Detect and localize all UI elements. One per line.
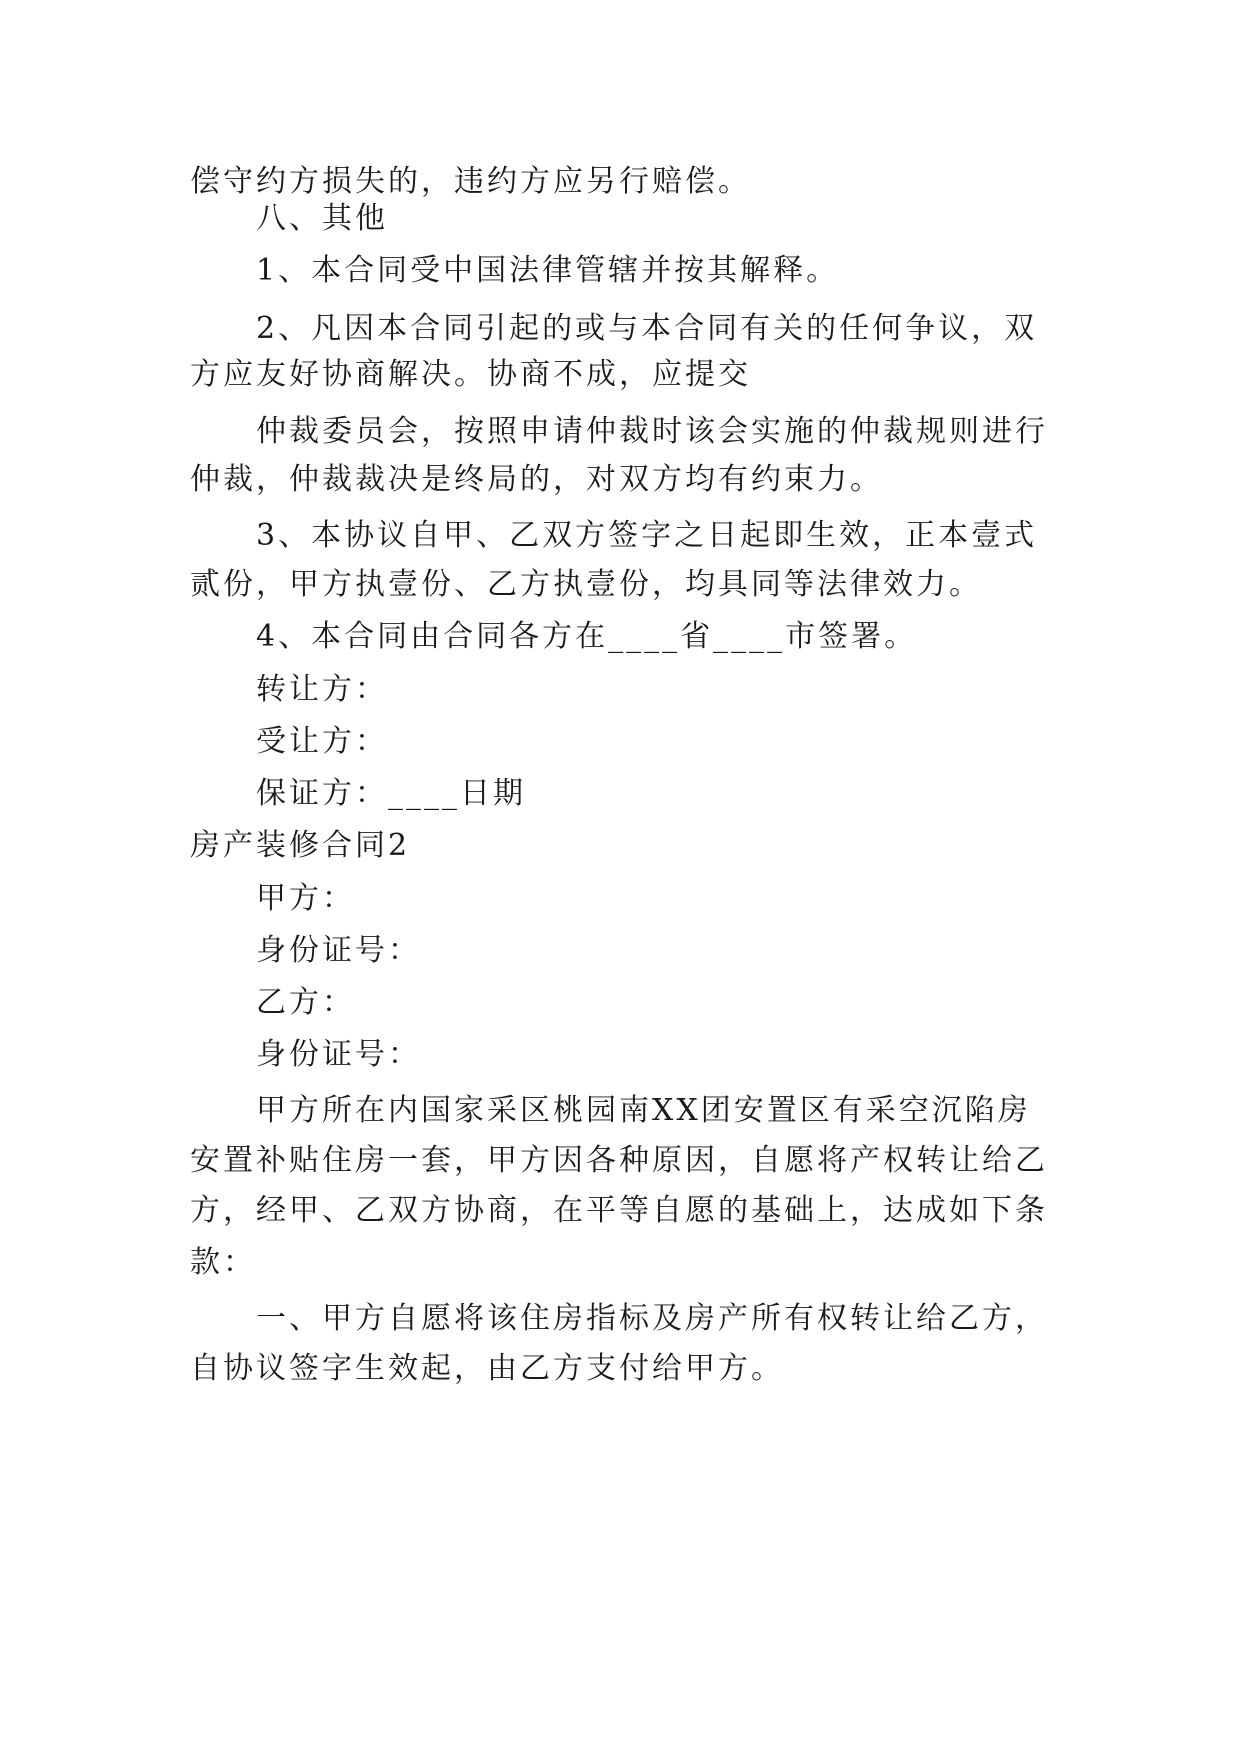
paragraph-line: 安置补贴住房一套，甲方因各种原因，自愿将产权转让给乙 (190, 1143, 1048, 1178)
paragraph-line: 1、本合同受中国法律管辖并按其解释。 (256, 253, 840, 288)
paragraph-line: 偿守约方损失的，违约方应另行赔偿。 (190, 164, 751, 199)
paragraph-line: 2、凡因本合同引起的或与本合同有关的任何争议，双 (256, 311, 1038, 346)
section-heading: 八、其他 (256, 201, 388, 236)
party-b-label: 乙方： (256, 985, 355, 1020)
paragraph-line: 仲裁，仲裁裁决是终局的，对双方均有约束力。 (190, 462, 883, 497)
party-a-id-label: 身份证号： (256, 933, 421, 968)
party-a-label: 甲方： (256, 881, 355, 916)
paragraph-line: 款： (190, 1245, 256, 1280)
paragraph-line: 一、甲方自愿将该住房指标及房产所有权转让给乙方， (256, 1301, 1048, 1336)
signature-label-transferor: 转让方： (256, 672, 388, 707)
paragraph-line: 3、本协议自甲、乙双方签字之日起即生效，正本壹式 (256, 518, 1038, 553)
paragraph-line: 方，经甲、乙双方协商，在平等自愿的基础上，达成如下条 (190, 1193, 1048, 1228)
paragraph-line: 甲方所在内国家采区桃园南XX团安置区有采空沉陷房 (256, 1093, 1031, 1128)
paragraph-line: 贰份，甲方执壹份、乙方执壹份，均具同等法律效力。 (190, 567, 982, 602)
paragraph-line: 自协议签字生效起，由乙方支付给甲方。 (190, 1351, 784, 1386)
paragraph-line: 4、本合同由合同各方在____省____市签署。 (256, 619, 918, 654)
party-b-id-label: 身份证号： (256, 1037, 421, 1072)
paragraph-line: 仲裁委员会，按照申请仲裁时该会实施的仲裁规则进行 (256, 414, 1048, 449)
document-title: 房产装修合同2 (190, 828, 411, 863)
signature-label-transferee: 受让方： (256, 724, 388, 759)
paragraph-line: 方应友好协商解决。协商不成，应提交 (190, 357, 751, 392)
signature-label-guarantor: 保证方：____日期 (256, 776, 526, 811)
